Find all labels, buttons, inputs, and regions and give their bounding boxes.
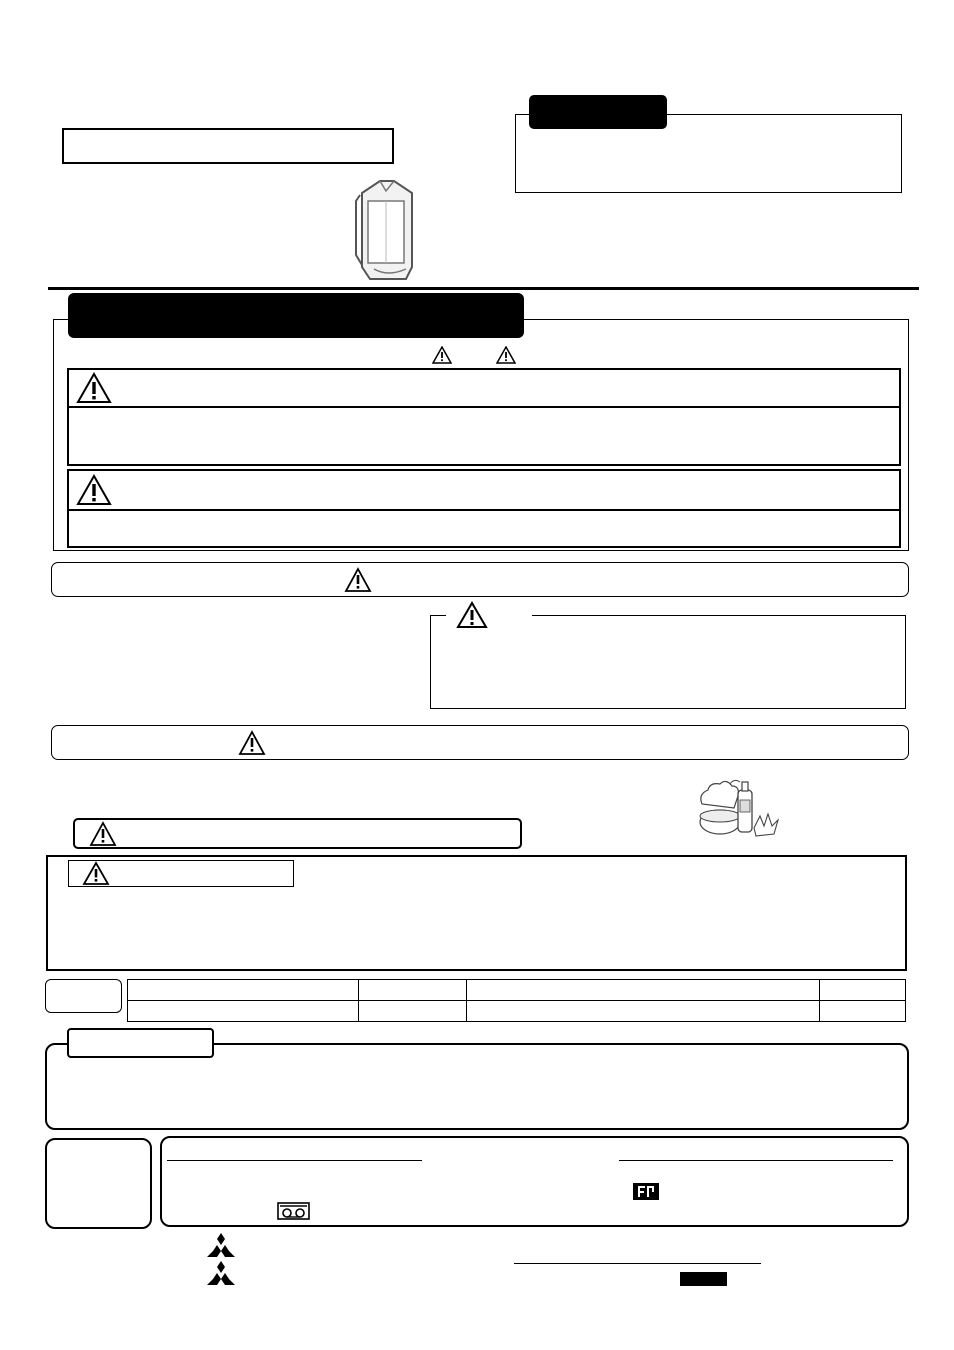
brand-line-1 [240,1236,490,1254]
brand-line-2 [240,1264,490,1282]
small-bar-warning-icon [89,821,117,847]
table-cell [466,1001,820,1022]
contact-text-left [170,1168,610,1218]
info-box-tab [67,1028,214,1058]
safety-intro [70,345,900,365]
contact-label-box [45,1138,152,1229]
small-bar [73,818,522,849]
table-cell [358,1001,466,1022]
safety-title-tab [68,293,524,338]
models-table [127,979,906,1022]
header-divider [48,287,919,290]
caution-header [67,469,901,511]
contact-underline-right [619,1160,893,1161]
warning-box-icon [82,861,110,886]
warning-body [67,406,901,466]
footer-underline [514,1263,761,1264]
table-cell [358,980,466,1001]
filter-cartridge-icon [350,175,422,285]
callout-warning-icon [456,601,488,629]
models-label [45,979,122,1013]
section-bar-2-warning-icon [238,730,266,756]
table-cell [128,980,359,1001]
detergent-bottle-icon [694,776,780,842]
contact-underline-left [167,1160,422,1161]
left-instructions [52,612,422,708]
section-bar-2 [51,725,909,760]
footer-badge [680,1272,727,1286]
warning-icon [76,372,112,404]
model-box [62,128,394,164]
table-cell [820,980,906,1001]
caution-triangle-icon [496,346,516,364]
callout-box [430,615,906,709]
table-cell [466,980,820,1001]
free-dial-icon [277,1202,310,1220]
contact-text-right [620,1168,900,1218]
warning-header [67,368,901,408]
warning-triangle-icon [432,346,452,364]
three-diamond-logo-icon [207,1233,235,1257]
caution-body [67,509,901,548]
table-cell [128,1001,359,1022]
table-cell [820,1001,906,1022]
table-row [128,980,906,1001]
section-bar-1-warning-icon [344,567,372,593]
notice-title-tab [529,95,667,129]
fax-icon [633,1183,659,1200]
section-bar-1 [51,562,909,597]
three-diamond-logo-icon [207,1261,235,1285]
table-row [128,1001,906,1022]
caution-icon [76,474,112,506]
